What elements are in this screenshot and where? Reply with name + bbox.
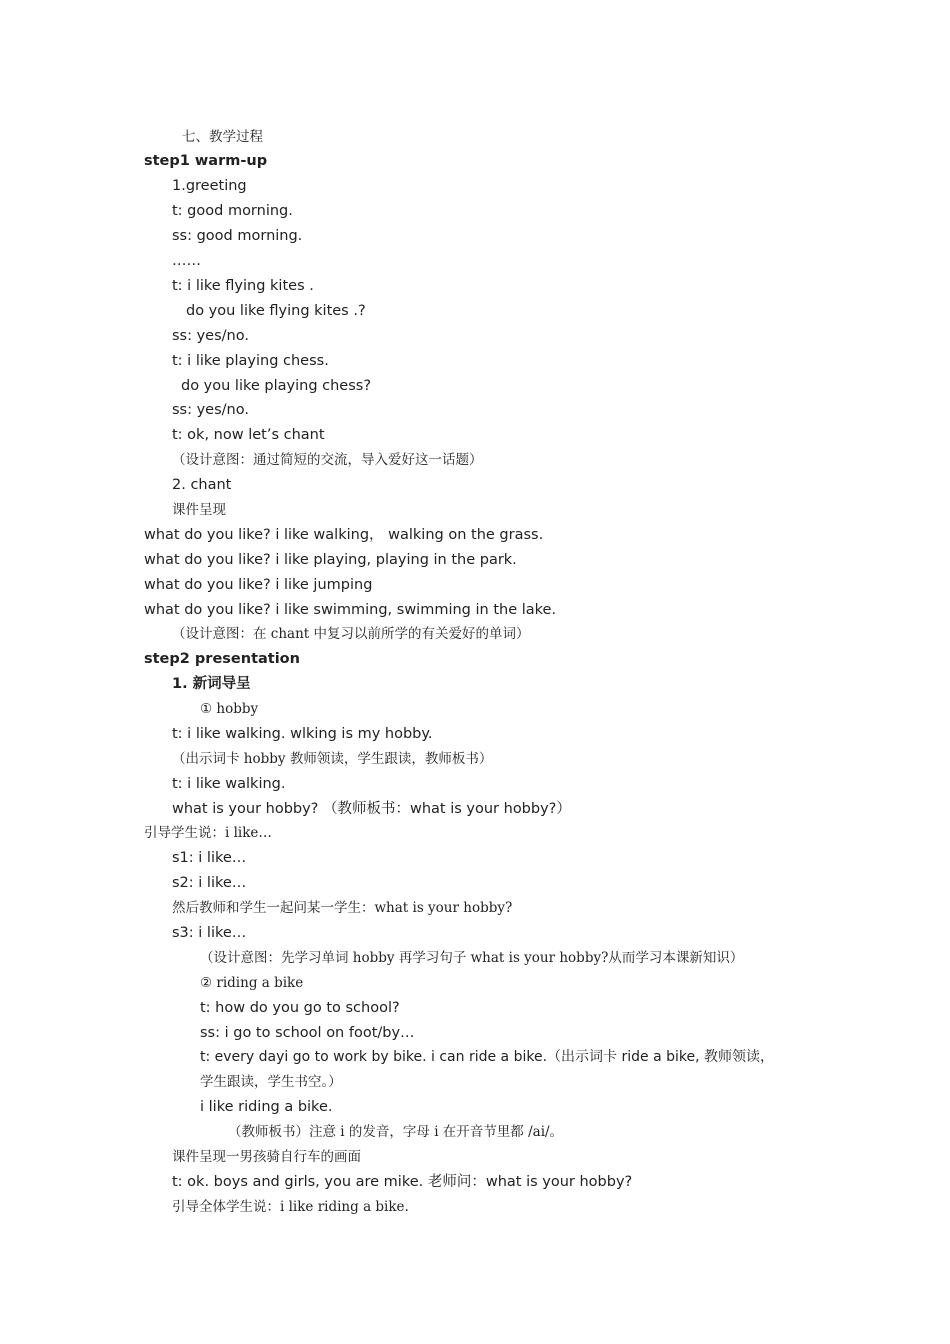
text-line: ss: i go to school on foot/by… — [200, 1025, 415, 1041]
text-line: t: i like walking. wlking is my hobby. — [172, 726, 433, 742]
text-line: 引导全体学生说：i like riding a bike. — [172, 1199, 409, 1215]
text-line: 1.greeting — [172, 178, 247, 194]
design-intent-note: （设计意图：通过简短的交流，导入爱好这一话题） — [172, 452, 483, 468]
design-intent-note: （设计意图：先学习单词 hobby 再学习句子 what is your hobby?从而学习本课新知识） — [200, 950, 744, 966]
text-line: s3: i like… — [172, 925, 247, 941]
text-line: …… — [172, 253, 201, 269]
text-line: ss: yes/no. — [172, 328, 249, 344]
text-line: 2. chant — [172, 477, 232, 493]
text-line: 引导学生说：i like… — [144, 825, 272, 841]
text-line: 学生跟读，学生书空。） — [200, 1074, 342, 1090]
text-line: ss: yes/no. — [172, 402, 249, 418]
text-line: s1: i like… — [172, 850, 247, 866]
text-line: ss: good morning. — [172, 228, 303, 244]
text-line: t: ok, now let’s chant — [172, 427, 325, 443]
chant-line: what do you like? i like walking， walking on the grass. — [144, 527, 544, 543]
chant-line: what do you like? i like swimming, swimming in the lake. — [144, 602, 557, 618]
text-line: t: how do you go to school? — [200, 1000, 400, 1016]
text-line: what is your hobby? （教师板书：what is your hobby?） — [172, 801, 571, 817]
text-line: t: every dayi go to work by bike. i can ride a bike.（出示词卡 ride a bike, 教师领读， — [200, 1049, 774, 1065]
instruction-note: （出示词卡 hobby 教师领读，学生跟读，教师板书） — [172, 751, 493, 767]
section-heading: 七、教学过程 — [182, 129, 263, 145]
text-line: do you like playing chess? — [181, 378, 372, 394]
text-line: do you like flying kites .? — [186, 303, 366, 319]
subsection-heading: 1. 新词导呈 — [172, 676, 251, 692]
design-intent-note: （设计意图：在 chant 中复习以前所学的有关爱好的单词） — [172, 626, 530, 642]
step2-heading: step2 presentation — [144, 651, 300, 667]
text-line: 然后教师和学生一起问某一学生：what is your hobby? — [172, 900, 513, 916]
numbered-item: ② riding a bike — [200, 975, 304, 991]
chant-line: what do you like? i like playing, playing in the park. — [144, 552, 517, 568]
text-line: t: i like walking. — [172, 776, 286, 792]
text-line: i like riding a bike. — [200, 1099, 333, 1115]
text-line: t: i like playing chess. — [172, 353, 329, 369]
text-line: 课件呈现 — [172, 502, 226, 518]
numbered-item: ① hobby — [200, 701, 259, 717]
text-line: t: good morning. — [172, 203, 293, 219]
text-line: 课件呈现一男孩骑自行车的画面 — [172, 1149, 361, 1165]
step1-heading: step1 warm-up — [144, 153, 268, 169]
text-line: t: ok. boys and girls, you are mike. 老师问：what is your hobby? — [172, 1174, 633, 1190]
chant-line: what do you like? i like jumping — [144, 577, 373, 593]
text-line: s2: i like… — [172, 875, 247, 891]
board-note: （教师板书）注意 i 的发音，字母 i 在开音节里都 /ai/。 — [228, 1124, 564, 1140]
text-line: t: i like flying kites . — [172, 278, 314, 294]
